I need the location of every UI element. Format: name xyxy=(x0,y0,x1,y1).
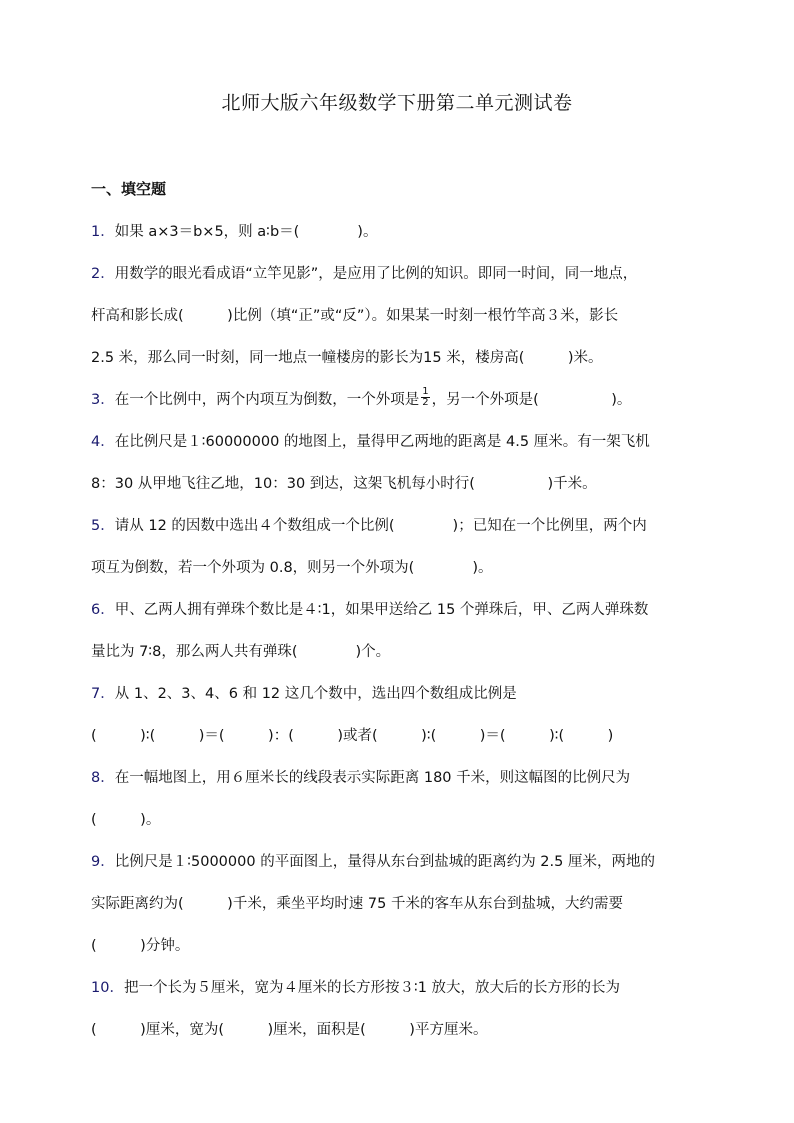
question-4-line-1 xyxy=(91,431,705,473)
question-number: 6． xyxy=(91,602,115,618)
question-text: 用数学的眼光看成语“立竿见影”，是应用了比例的知识。即同一时间，同一地点， xyxy=(114,266,638,282)
question-number: 2． xyxy=(91,266,115,282)
question-10-line-1 xyxy=(91,977,705,1019)
question-8-line-2: ( )。 xyxy=(91,812,161,828)
question-10-line-2: ( )厘米，宽为( )厘米，面积是( )平方厘米。 xyxy=(91,1022,488,1038)
question-4-line-2: 8：30 从甲地飞往乙地，10：30 到达，这架飞机每小时行( )千米。 xyxy=(91,476,597,492)
question-text: 如果 a×3＝b×5，则 a∶b＝( )。 xyxy=(114,224,378,240)
question-7-line-1 xyxy=(91,683,705,725)
question-number: 1． xyxy=(91,224,115,240)
fraction-numerator: 1 xyxy=(422,385,429,397)
question-text: 在一幅地图上，用６厘米长的线段表示实际距离 180 千米，则这幅图的比例尺为 xyxy=(114,770,631,786)
question-2-line-2: 杆高和影长成( )比例（填“正”或“反”）。如果某一时刻一根竹竿高３米，影长 xyxy=(91,308,619,324)
question-text: 甲、乙两人拥有弹珠个数比是４∶1，如果甲送给乙 15 个弹珠后，甲、乙两人弹珠数 xyxy=(114,602,649,618)
question-number: 8． xyxy=(91,770,115,786)
question-number: 9． xyxy=(91,854,115,870)
question-5-line-1 xyxy=(91,515,705,557)
question-text-end: ，另一个外项是( )。 xyxy=(431,392,632,408)
question-6-line-2: 量比为 7∶8，那么两人共有弹珠( )个。 xyxy=(91,644,391,660)
question-text: 比例尺是１∶5000000 的平面图上，量得从东台到盐城的距离约为 2.5 厘米，两地的 xyxy=(114,854,655,870)
question-text: 在比例尺是１∶60000000 的地图上，量得甲乙两地的距离是 4.5 厘米。有一架飞机 xyxy=(114,434,650,450)
question-6-line-1 xyxy=(91,599,705,641)
fraction-one-half xyxy=(421,387,429,408)
question-9-line-3: ( )分钟。 xyxy=(91,938,190,954)
page-title: 北师大版六年级数学下册第二单元测试卷 xyxy=(221,92,573,114)
question-number: 10． xyxy=(91,980,124,996)
question-7-line-2: ( )∶( )＝( )：( )或者( )∶( )＝( )∶( ) xyxy=(91,728,614,744)
question-number: 4． xyxy=(91,434,115,450)
question-list xyxy=(91,221,705,1061)
question-number: 3． xyxy=(91,392,115,408)
question-number: 5． xyxy=(91,518,115,534)
question-9-line-1 xyxy=(91,851,705,893)
question-text: 请从 12 的因数中选出４个数组成一个比例( )；已知在一个比例里，两个内 xyxy=(114,518,647,534)
question-8-line-1 xyxy=(91,767,705,809)
question-2-line-3: 2.5 米，那么同一时刻，同一地点一幢楼房的影长为15 米，楼房高( )米。 xyxy=(91,350,603,366)
question-5-line-2: 项互为倒数，若一个外项为 0.8，则另一个外项为( )。 xyxy=(91,560,493,576)
question-9-line-2: 实际距离约为( )千米，乘坐平均时速 75 千米的客车从东台到盐城，大约需要 xyxy=(91,896,623,912)
question-1 xyxy=(91,221,705,263)
question-text: 在一个比例中，两个内项互为倒数，一个外项是 xyxy=(114,392,420,408)
question-2-line-1 xyxy=(91,263,705,305)
question-text: 把一个长为５厘米，宽为４厘米的长方形按３∶1 放大，放大后的长方形的长为 xyxy=(123,980,621,996)
fraction-denominator: 2 xyxy=(422,396,429,408)
question-3 xyxy=(91,385,705,431)
section-heading: 一、填空题 xyxy=(91,180,167,198)
question-number: 7． xyxy=(91,686,115,702)
question-text: 从 1、2、3、4、6 和 12 这几个数中，选出四个数组成比例是 xyxy=(114,686,517,702)
